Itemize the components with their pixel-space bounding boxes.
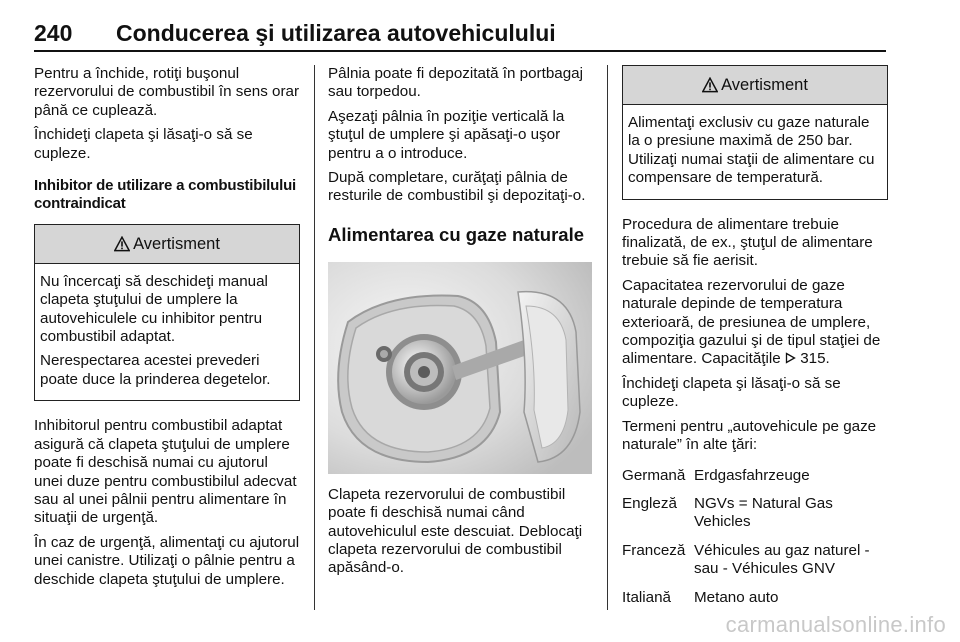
watermark: carmanualsonline.info	[725, 612, 946, 637]
term-row	[622, 542, 888, 579]
warning-body	[623, 105, 887, 199]
term-value: Véhicules au gaz naturel - sau - Véhicules GNV	[694, 541, 870, 578]
warning-box	[622, 65, 888, 200]
paragraph: Procedura de alimentare trebuie finalizată, de ex., ştuţul de alimentare trebuie să fie aerisit.	[622, 215, 873, 270]
warning-text: Nerespectarea acestei prevederi poate duce la prinderea degetelor.	[40, 352, 271, 388]
paragraph: Termeni pentru „autovehicule pe gaze naturale” în alte ţări:	[622, 417, 877, 454]
warning-box	[34, 224, 300, 401]
header-rule	[34, 50, 886, 52]
paragraph-text: Capacitatea rezervorului de gaze naturale depinde de temperatura exterioară, de presiunea de umplere, compoziţia gazului şi de tipul staţiei de alimentare. Capacităţile	[622, 276, 881, 368]
term-row	[622, 589, 888, 607]
warning-header	[623, 66, 887, 105]
warning-body	[35, 264, 299, 400]
column-divider-left	[314, 65, 315, 610]
warning-triangle-icon	[114, 236, 130, 252]
warning-title: Avertisment	[721, 75, 808, 94]
term-language: Engleză	[622, 494, 677, 512]
paragraph: După completare, curăţaţi pâlnia de resturile de combustibil şi depozitaţi-o.	[328, 169, 586, 205]
page-reference-link[interactable]: 315.	[800, 350, 830, 368]
term-value: Metano auto	[694, 588, 779, 606]
section-subheading: Inhibitor de utilizare a combustibilului contraindicat	[34, 177, 297, 213]
paragraph: Inhibitorul pentru combustibil adaptat asigură că clapeta ştuţului de umplere poate fi deschisă numai cu ajutorul unei duze pentru combustibilul adecvat sau al unei pâlnii pentru alimentare în situaţii de urgenţă.	[34, 417, 297, 527]
column-divider-right	[607, 65, 608, 610]
warning-text: Alimentaţi exclusiv cu gaze naturale la o presiune maximă de 250 bar. Utilizaţi numai staţii de alimentare cu compensare de temperatură.	[628, 114, 875, 187]
warning-header	[35, 225, 299, 264]
warning-title: Avertisment	[133, 234, 220, 253]
column-3	[622, 65, 888, 617]
term-row	[622, 467, 888, 485]
term-row	[622, 495, 888, 532]
fuel-flap-illustration	[328, 262, 592, 474]
paragraph: Pâlnia poate fi depozitată în portbagaj sau torpedou.	[328, 65, 583, 101]
page-reference-arrow-icon	[785, 352, 796, 364]
paragraph: Aşezaţi pâlnia în poziţie verticală la ştuţul de umplere şi apăsaţi-o uşor pentru a o introduce.	[328, 107, 565, 162]
warning-text: Nu încercaţi să deschideţi manual clapeta ştuţului de umplere la autovehiculele cu inhibitor pentru combustibil adaptat.	[40, 272, 268, 346]
column-2	[328, 65, 592, 584]
page-number: 240	[34, 20, 73, 46]
term-language: Germană	[622, 466, 686, 484]
term-value: Erdgasfahrzeuge	[694, 466, 810, 484]
term-language: Italiană	[622, 588, 671, 606]
paragraph: Pentru a închide, rotiţi buşonul rezervorului de combustibil în sens orar până ce cuplează.	[34, 65, 300, 119]
paragraph: Închideţi clapeta şi lăsaţi-o să se cupleze.	[622, 374, 841, 411]
term-language: Franceză	[622, 541, 686, 559]
column-1	[34, 65, 300, 595]
paragraph	[622, 277, 888, 369]
paragraph: Închideţi clapeta şi lăsaţi-o să se cupleze.	[34, 126, 253, 162]
term-value: NGVs = Natural Gas Vehicles	[694, 494, 833, 531]
warning-triangle-icon	[702, 77, 718, 93]
section-heading: Alimentarea cu gaze naturale	[328, 223, 585, 245]
paragraph: În caz de urgenţă, alimentaţi cu ajutorul unei canistre. Utilizaţi o pâlnie pentru a deschide clapeta ştuţului de umplere.	[34, 533, 300, 588]
terms-table	[622, 467, 888, 607]
page-title: Conducerea şi utilizarea autovehiculului	[116, 20, 556, 46]
paragraph: Clapeta rezervorului de combustibil poate fi deschisă numai când autovehiculul este descuiat. Deblocaţi clapeta rezervorului de combustibil apăsând-o.	[328, 485, 583, 577]
